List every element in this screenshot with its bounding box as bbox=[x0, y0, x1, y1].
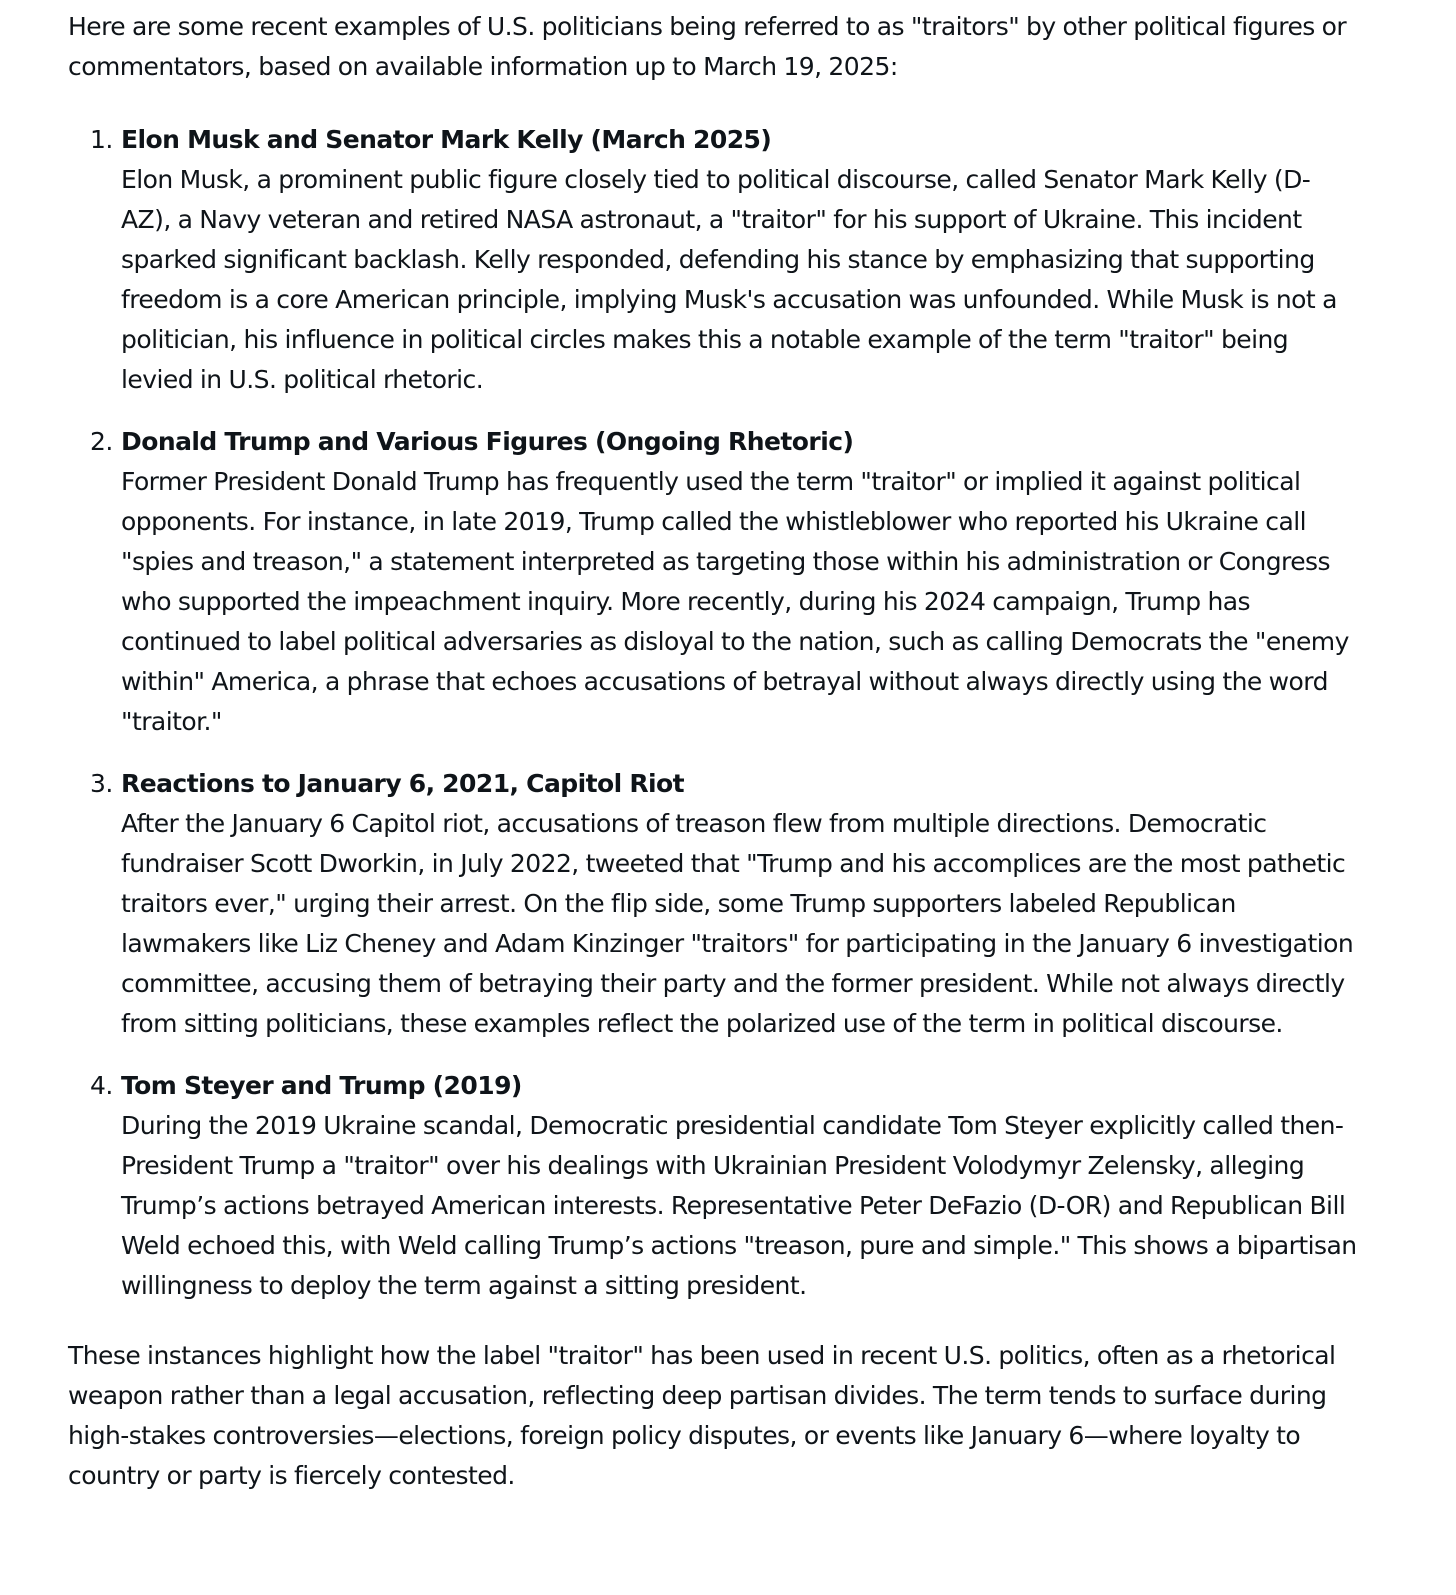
intro-paragraph: Here are some recent examples of U.S. politicians being referred to as "traitors" by other political figures or commentators, based on available information up to March 19, 2025: bbox=[68, 12, 1347, 81]
list-item bbox=[68, 422, 1358, 742]
item-number: 3. bbox=[90, 769, 113, 798]
list-item bbox=[68, 764, 1358, 1044]
closing-paragraph: These instances highlight how the label "traitor" has been used in recent U.S. politics, often as a rhetorical weapon rather than a legal accusation, reflecting deep partisan divides. The term tends to surface during high-stakes controversies—elections, foreign policy disputes, or events like January 6—where loyalty to country or party is fiercely contested. bbox=[68, 1341, 1336, 1490]
item-number: 4. bbox=[90, 1071, 113, 1100]
item-body: During the 2019 Ukraine scandal, Democratic presidential candidate Tom Steyer explicitly called then-President Trump a "traitor" over his dealings with Ukrainian President Volodymyr Zelensky, alleging Trump’s actions betrayed American interests. Representative Peter DeFazio (D-OR) and Republican Bill Weld echoed this, with Weld calling Trump’s actions "treason, pure and simple." This shows a bipartisan willingness to deploy the term against a sitting president. bbox=[121, 1111, 1357, 1300]
response-content bbox=[68, 7, 1358, 1496]
item-body: After the January 6 Capitol riot, accusations of treason flew from multiple directions. Democratic fundraiser Scott Dworkin, in July 2022, tweeted that "Trump and his accomplices are the most pathetic traitors ever," urging their arrest. On the flip side, some Trump supporters labeled Republican lawmakers like Liz Cheney and Adam Kinzinger "traitors" for participating in the January 6 investigation committee, accusing them of betraying their party and the former president. While not always directly from sitting politicians, these examples reflect the polarized use of the term in political discourse. bbox=[121, 809, 1354, 1038]
item-title: Reactions to January 6, 2021, Capitol Riot bbox=[121, 769, 685, 798]
item-number: 2. bbox=[90, 427, 113, 456]
item-body: Former President Donald Trump has frequently used the term "traitor" or implied it against political opponents. For instance, in late 2019, Trump called the whistleblower who reported his Ukraine call "spies and treason," a statement interpreted as targeting those within his administration or Congress who supported the impeachment inquiry. More recently, during his 2024 campaign, Trump has continued to label political adversaries as disloyal to the nation, such as calling Democrats the "enemy within" America, a phrase that echoes accusations of betrayal without always directly using the word "traitor." bbox=[121, 467, 1349, 736]
item-title: Elon Musk and Senator Mark Kelly (March 2025) bbox=[121, 125, 772, 154]
examples-list bbox=[68, 120, 1358, 1306]
item-body: Elon Musk, a prominent public figure closely tied to political discourse, called Senator Mark Kelly (D-AZ), a Navy veteran and retired NASA astronaut, a "traitor" for his support of Ukraine. This incident sparked significant backlash. Kelly responded, defending his stance by emphasizing that supporting freedom is a core American principle, implying Musk's accusation was unfounded. While Musk is not a politician, his influence in political circles makes this a notable example of the term "traitor" being levied in U.S. political rhetoric. bbox=[121, 165, 1337, 394]
item-title: Tom Steyer and Trump (2019) bbox=[121, 1071, 522, 1100]
item-number: 1. bbox=[90, 125, 113, 154]
item-title: Donald Trump and Various Figures (Ongoing Rhetoric) bbox=[121, 427, 854, 456]
list-item bbox=[68, 1066, 1358, 1306]
list-item bbox=[68, 120, 1358, 400]
